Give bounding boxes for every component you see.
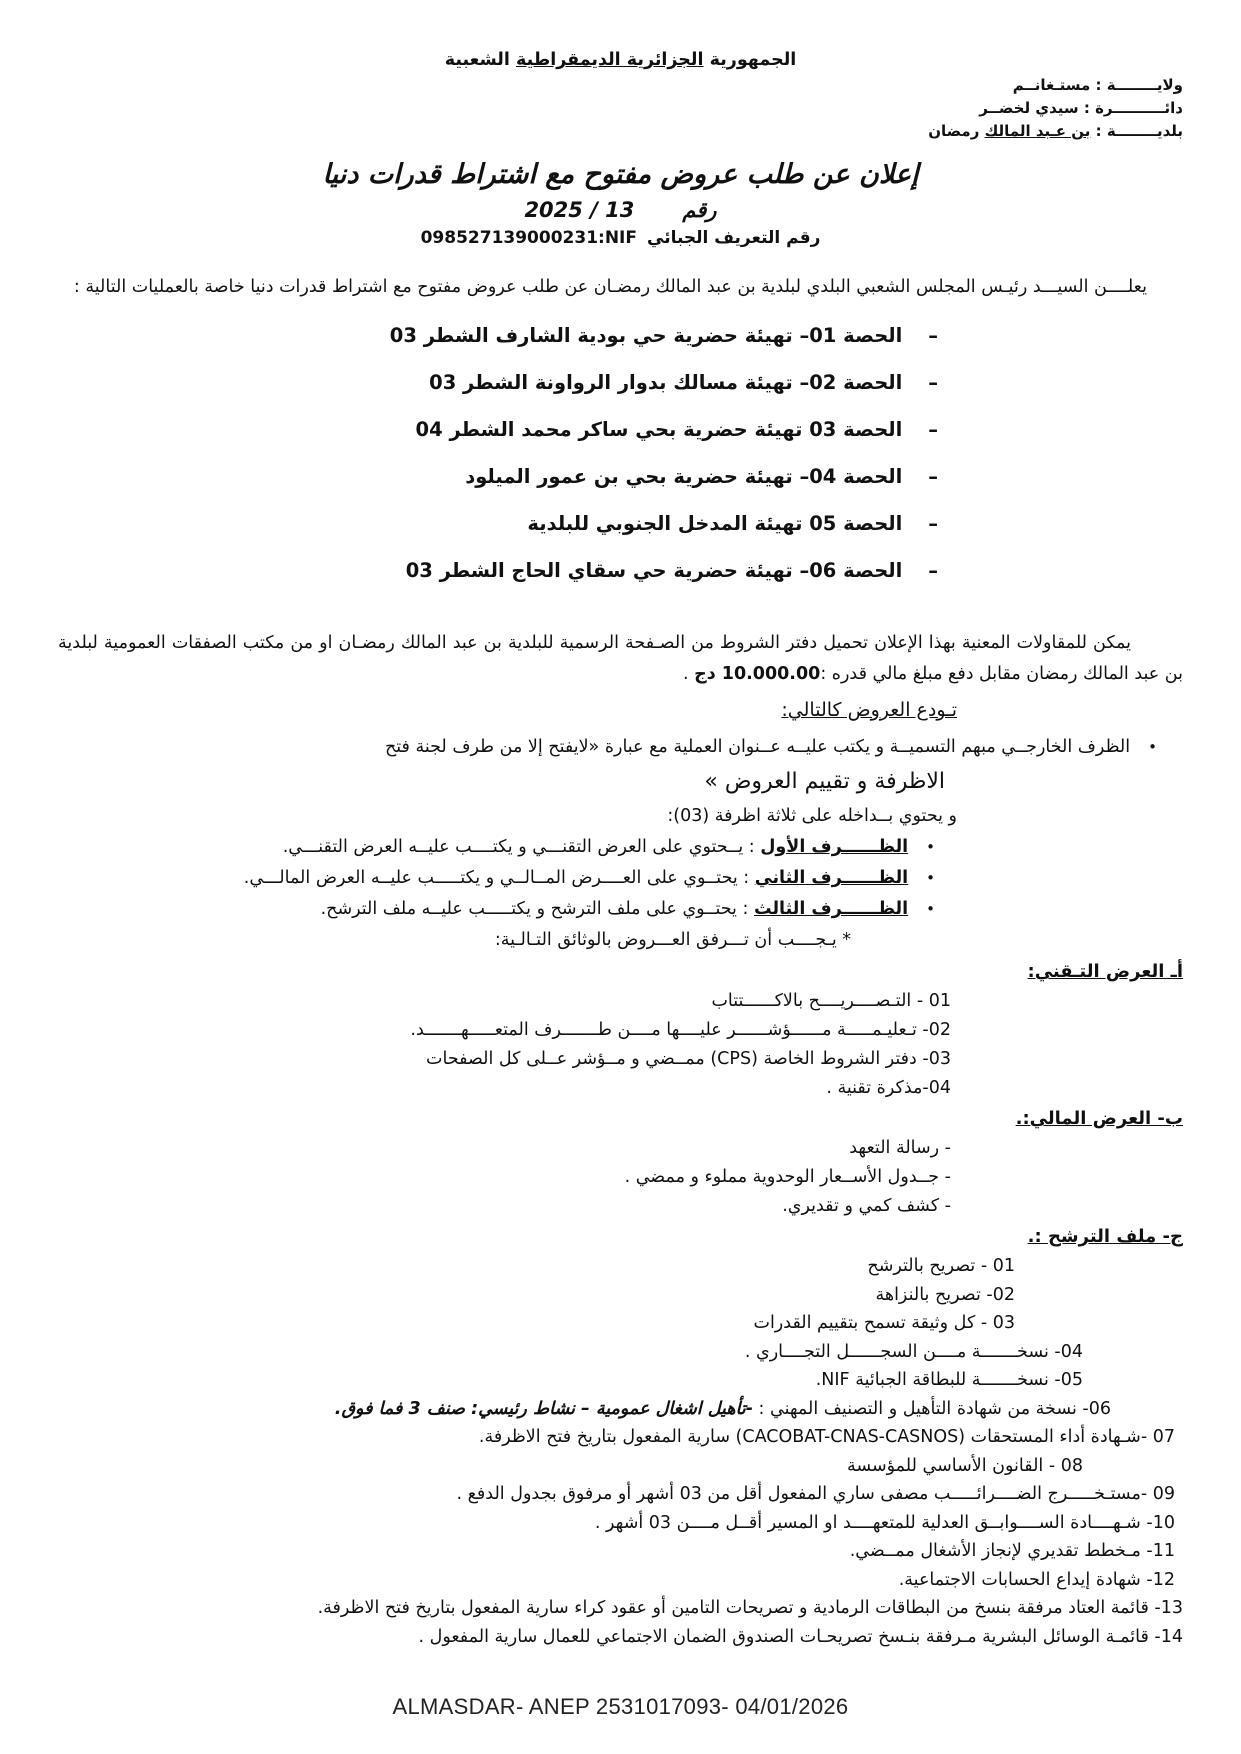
intro-paragraph: يعلــــن السيـــد رئيـس المجلس الشعبي البلدي لبلدية بن عبد المالك رمضـان عن طلب عروض مفتوح مع اشتراط قدرات دنيا خاصة بالعمليات التالية : [73, 277, 1147, 297]
admin-value: مستـغانــم [1012, 76, 1091, 94]
section-c-item-emphasis: -تأهيل اشغال عمومية – نشاط رئيسي: صنف 3 فما فوق. [334, 1398, 753, 1419]
envelope-title: الظــــــرف الثالث [753, 899, 909, 919]
lot-text: الحصة 01– تهيئة حضرية حي بودية الشارف الشطر 03 [389, 324, 903, 347]
section-c-item [58, 1366, 1083, 1395]
admin-line [58, 120, 1183, 143]
section-c-item-text: 02- تصريح بالنزاهة [875, 1284, 1015, 1305]
fees-text: يمكن للمقاولات المعنية بهذا الإعلان تحميل دفتر الشروط من الصـفحة الرسمية للبلدية بن عبد المالك رمضـان او من مكتب الصفقات العمومية لبلدية بن عبد المالك رمضان مقابل دفع مبلغ مالي قدره : [58, 633, 1183, 684]
lots-list [58, 312, 1183, 594]
section-c-item [58, 1338, 1083, 1367]
section-c-item-text: 06- نسخة من شهادة التأهيل و التصنيف المهني : [752, 1398, 1111, 1419]
dash-marker: – [928, 512, 938, 535]
section-c-list [58, 1252, 1183, 1651]
lot-item [58, 406, 938, 453]
republic-part2-underlined: الجزائرية الديمقراطية [515, 50, 704, 70]
section-c-item-text: 01 - تصريح بالترشح [867, 1256, 1015, 1276]
envelope-text [244, 863, 908, 894]
envelope-text [283, 832, 908, 863]
section-c-item [58, 1594, 1183, 1623]
admin-block [58, 74, 1183, 143]
bullet-icon: • [926, 869, 935, 887]
section-c-item-text: 08 - القانون الأساسي للمؤسسة [846, 1455, 1083, 1476]
fees-text-end: . [682, 664, 695, 684]
admin-label: بلديــــــــة : [1090, 122, 1183, 140]
lot-text: الحصة 03 تهيئة حضرية بحي ساكر محمد الشطر 04 [415, 418, 903, 441]
section-b-heading: ب- العرض المالي:. [1015, 1108, 1183, 1129]
section-c-item-text: 05- نسخـــــــة للبطاقة الجبائية NIF. [815, 1370, 1083, 1390]
envelope-item [58, 894, 935, 925]
section-a-heading: أـ العرض التـقني: [1027, 961, 1183, 982]
section-b-item: - رسالة التعهد [849, 1138, 951, 1158]
notice-number [58, 198, 1183, 222]
admin-label: ولايــــــــة : [1090, 76, 1183, 94]
fees-amount: 10.000.00 دج [694, 664, 821, 684]
section-b-item: - جــدول الأســعار الوحدوية مملوء و ممضي . [624, 1167, 951, 1187]
notice-number-label: رقم [682, 198, 717, 222]
section-c-item-text: 09 -مستـخـــــرج الضــــرائـــــب مصفى ساري المفعول أقل من 03 أشهر أو مرفوق بجدول الدفع . [456, 1484, 1175, 1504]
envelope-rest: : يحتــوي على العــــرض المــالــي و يكتـــــب عليــه العرض المالـــي. [243, 868, 755, 888]
admin-line [58, 97, 1183, 120]
envelopes-list [58, 832, 1183, 925]
republic-part1: الجمهورية [703, 50, 797, 70]
admin-value-underlined: بن عـبد المالك [984, 122, 1091, 140]
notice-number-value: 2025 / 13 [524, 198, 635, 222]
section-c-item [58, 1452, 1083, 1481]
republic-part3: الشعبية [444, 50, 516, 70]
section-c-item [58, 1566, 1175, 1595]
section-c-item-text: 07 -شـهادة أداء المستحقات (CACOBAT-CNAS-CASNOS) سارية المفعول بتاريخ فتح الاظرفة. [478, 1427, 1175, 1447]
section-c-item-text: 03 - كل وثيقة تسمح بتقييم القدرات [753, 1313, 1015, 1333]
dash-marker: – [928, 465, 938, 488]
section-c-item [58, 1281, 1015, 1310]
section-c-item [58, 1423, 1175, 1452]
bullet-icon: • [926, 838, 935, 856]
section-c-item-text: 13- قائمة العتاد مرفقة بنسخ من البطاقات الرمادية و تصريحات التامين أو عقود كراء سارية المفعول بتاريخ فتح الاظرفة. [317, 1598, 1183, 1618]
admin-value: سيدي لخضــر [979, 99, 1079, 117]
envelope-item [58, 832, 935, 863]
section-c-item [58, 1309, 1015, 1338]
bullet-icon: • [1148, 738, 1157, 756]
section-c-item-text: 04- نسخـــــــة مــــن السجــــــل التجــــاري . [744, 1341, 1083, 1362]
section-a-item: 02- تـعليـمـــــة مــــــؤشــــــر عليــــها مــــن طـــــــرف المتعـــــهـــــــد. [410, 1020, 951, 1040]
dash-marker: – [928, 559, 938, 582]
section-c-item-text: 10- شـهــــادة الســــوابــق العدلية للمتعهــــد او المسير أقــل مــــن 03 أشهر . [594, 1512, 1175, 1533]
section-c-heading: ج- ملف الترشح :. [1027, 1226, 1183, 1247]
section-c-item-text: 14- قائمـة الوسائل البشرية مـرفقة بنـسخ تصريحـات الصندوق الضمان الاجتماعي للعمال سارية المفعول . [418, 1626, 1183, 1647]
lot-text: الحصة 04– تهيئة حضرية بحي بن عمور الميلود [465, 465, 903, 488]
documents-required-note: * يـجــــب أن تـــرفق العـــروض بالوثائق التـالـية: [494, 930, 851, 950]
section-c-item-text: 11- مـخطط تقديري لإنجاز الأشغال ممــضي. [849, 1541, 1175, 1561]
section-c-item [58, 1480, 1175, 1509]
outer-envelope-text: الظرف الخارجــي مبهم التسميــة و يكتب عليــه عــنوان العملية مع عبارة «لايفتح إلا من طرف لجنة فتح [384, 737, 1131, 757]
section-a-list [58, 987, 1183, 1103]
section-c-item [58, 1537, 1175, 1566]
deposit-heading: تـودع العروض كالتالي: [781, 699, 957, 721]
bullet-icon: • [926, 900, 935, 918]
section-c-item [58, 1252, 1015, 1281]
envelope-text [321, 894, 909, 925]
publication-reference: ALMASDAR- ANEP 2531017093- 04/01/2026 [392, 1694, 849, 1719]
envelope-title: الظــــــرف الثاني [754, 868, 909, 888]
admin-label: دائــــــــــرة : [1078, 99, 1183, 117]
dash-marker: – [928, 324, 938, 347]
republic-title [58, 50, 1183, 70]
nif-value: 098527139000231:NIF [420, 228, 637, 248]
lot-item [58, 312, 938, 359]
lot-text: الحصة 05 تهيئة المدخل الجنوبي للبلدية [527, 512, 903, 535]
section-a-item: 03- دفتر الشروط الخاصة (CPS) ممــضي و مــؤشر عــلى كل الصفحات [426, 1049, 951, 1069]
section-c-item [58, 1623, 1183, 1652]
admin-line [58, 74, 1183, 97]
envelope-contains-note: و يحتوي بــداخله على ثلاثة اظرفة (03): [667, 806, 957, 826]
lot-item [58, 500, 938, 547]
envelope-item [58, 863, 935, 894]
section-c-item [58, 1395, 1111, 1424]
admin-value: رمضان [928, 122, 985, 140]
lot-item [58, 453, 938, 500]
section-a-item: 04-مذكرة تقنية . [826, 1078, 951, 1098]
section-a-item: 01 - التـصــــريــــح بالاكــــــتتاب [711, 991, 951, 1011]
section-b-item: - كشف كمي و تقديري. [782, 1196, 951, 1216]
nif-label: رقم التعريف الجبائي [647, 228, 821, 248]
envelope-rest: : يــحتوي على العرض التقنـــي و يكتــــب عليــه العرض التقنـــي. [282, 837, 761, 857]
lot-text: الحصة 02– تهيئة مسالك بدوار الرواونة الشطر 03 [429, 371, 903, 394]
dash-marker: – [928, 371, 938, 394]
envelope-rest: : يحتــوي على ملف الترشح و يكتـــــب عليــه ملف الترشح. [320, 899, 754, 919]
outer-envelope-bullet [58, 732, 1157, 763]
nif-line [58, 228, 1183, 248]
envelope-title: الظــــــرف الأول [760, 837, 909, 857]
dash-marker: – [928, 418, 938, 441]
section-b-list [58, 1134, 1183, 1221]
lot-text: الحصة 06– تهيئة حضرية حي سقاي الحاج الشطر 03 [405, 559, 903, 582]
lot-item [58, 547, 938, 594]
lot-item [58, 359, 938, 406]
section-c-item-text: 12- شهادة إيداع الحسابات الاجتماعية. [898, 1569, 1175, 1590]
notice-title: إعلان عن طلب عروض مفتوح مع اشتراط قدرات دنيا [322, 159, 919, 190]
outer-envelope-quote: الاظرفة و تقييم العروض » [704, 769, 945, 794]
section-c-item [58, 1509, 1175, 1538]
fees-paragraph [58, 628, 1183, 690]
